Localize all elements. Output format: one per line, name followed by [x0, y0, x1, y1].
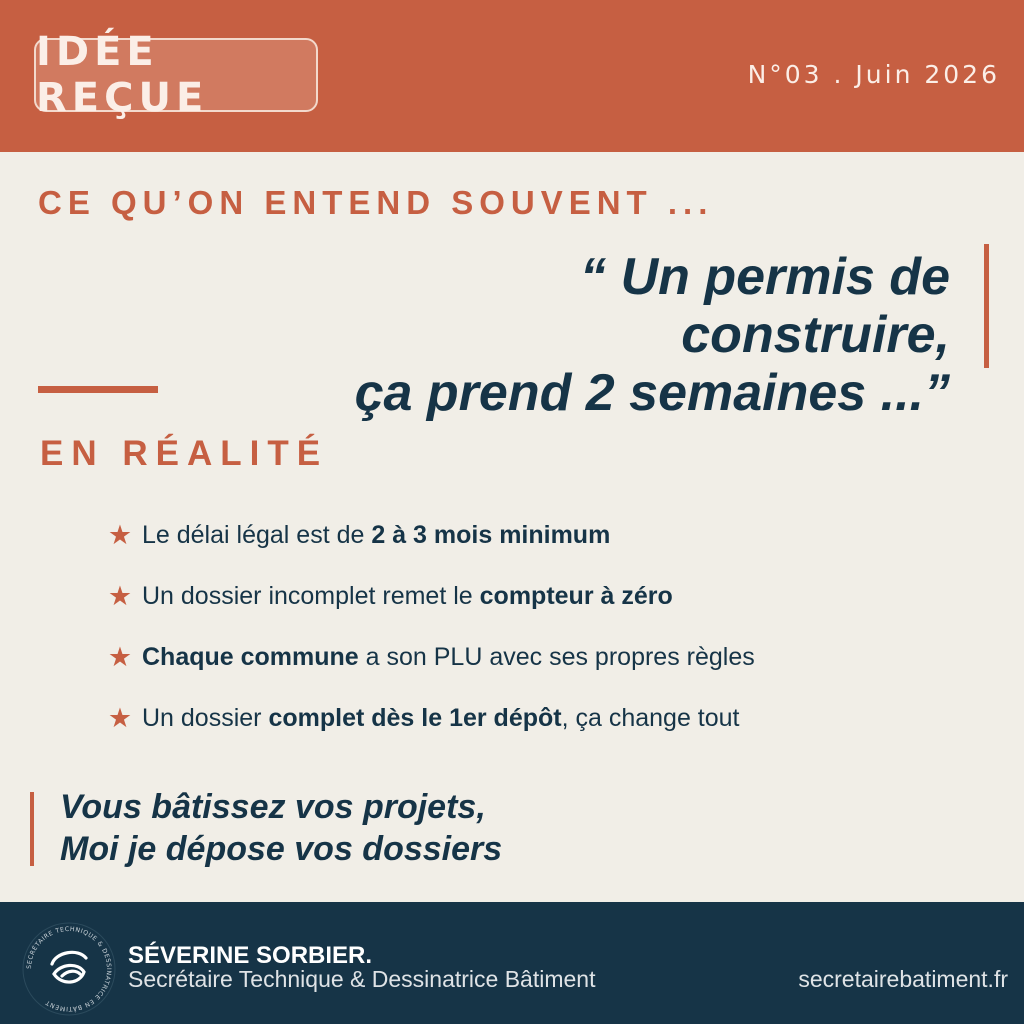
star-icon: ★: [107, 520, 133, 550]
section-divider: [38, 386, 158, 393]
quote-line-1: “ Un permis de construire,: [580, 248, 950, 364]
item-bold-text: complet dès le 1er dépôt: [268, 704, 562, 732]
slogan-line-1: Vous bâtissez vos projets,: [60, 788, 486, 826]
author-role: Secrétaire Technique & Dessinatrice Bâtiment: [128, 966, 596, 992]
item-text: Un dossier incomplet remet le: [142, 582, 480, 610]
star-icon: ★: [107, 703, 133, 733]
item-bold-text: 2 à 3 mois minimum: [371, 521, 611, 549]
slogan: [60, 786, 502, 870]
item-text: , ça change tout: [561, 704, 740, 732]
quote-line-2: ça prend 2 semaines ...”: [354, 364, 950, 422]
item-bold-text: Chaque commune: [142, 643, 359, 671]
header-banner: [0, 0, 1024, 152]
list-item: [106, 566, 755, 627]
item-text: Le délai légal est de: [142, 521, 372, 549]
item-text: a son PLU avec ses propres règles: [358, 643, 755, 671]
list-item: [106, 688, 755, 749]
myth-kicker: CE QU’ON ENTEND SOUVENT ...: [38, 184, 714, 221]
reality-title: EN RÉALITÉ: [40, 434, 329, 473]
reality-list: [106, 505, 755, 749]
quote-accent-bar: [984, 244, 989, 368]
item-text: Un dossier: [142, 704, 269, 732]
star-icon: ★: [107, 642, 133, 672]
star-icon: ★: [107, 581, 133, 611]
slogan-line-2: Moi je dépose vos dossiers: [60, 830, 503, 868]
author-name: SÉVERINE SORBIER.: [128, 942, 373, 969]
list-item: [106, 627, 755, 688]
item-bold-text: compteur à zéro: [479, 582, 673, 610]
logo-ring-text: SECRÉTAIRE TECHNIQUE & DESSINATRICE EN BÂTIMENT: [25, 925, 113, 1013]
issue-number: N°03 . Juin 2026: [747, 60, 1000, 89]
topic-badge: IDÉE REÇUE: [34, 38, 318, 112]
list-item: [106, 505, 755, 566]
website-link[interactable]: secretairebatiment.fr: [798, 966, 1008, 992]
slogan-accent-bar: [30, 792, 34, 866]
brand-logo-icon: [18, 918, 120, 1020]
svg-text:SECRÉTAIRE TECHNIQUE & DESSINA: [26, 926, 112, 1014]
myth-quote: [310, 248, 950, 422]
